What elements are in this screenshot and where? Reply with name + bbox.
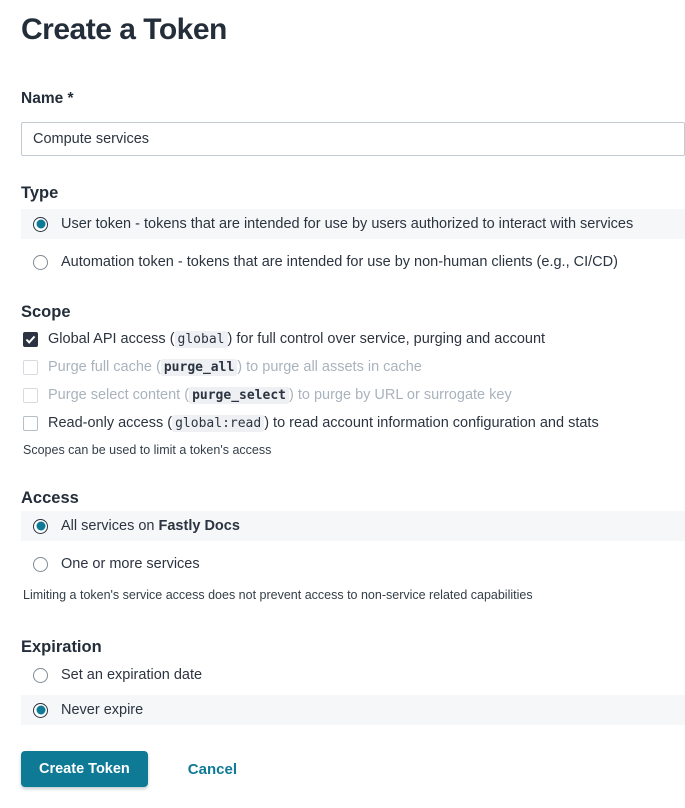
code-purge-all: purge_all	[161, 359, 237, 376]
scope-option-global-label: Global API access ( global ) for full control over service, purging and account	[48, 331, 546, 347]
scope-option-global[interactable]	[21, 325, 685, 353]
access-section-heading: Access	[21, 489, 79, 507]
access-option-all-services-label: All services on Fastly Docs	[61, 518, 240, 534]
radio-user-token[interactable]	[33, 217, 48, 232]
create-token-button[interactable]: Create Token	[21, 751, 148, 787]
checkbox-global[interactable]	[23, 332, 38, 347]
name-input[interactable]	[21, 122, 685, 156]
access-option-one-or-more[interactable]	[21, 549, 685, 579]
checkbox-global-read[interactable]	[23, 416, 38, 431]
scope-section-heading: Scope	[21, 303, 71, 321]
type-option-user-token[interactable]	[21, 209, 685, 239]
scope-helper-text: Scopes can be used to limit a token's access	[23, 443, 272, 457]
expiration-option-never-expire[interactable]	[21, 695, 685, 725]
scope-option-global-read[interactable]	[21, 409, 685, 437]
name-label: Name *	[21, 90, 74, 107]
type-option-automation-token[interactable]	[21, 247, 685, 277]
code-global-read: global:read	[172, 415, 264, 432]
checkbox-purge-select	[23, 388, 38, 403]
radio-never-expire[interactable]	[33, 703, 48, 718]
scope-option-purge-select	[21, 381, 685, 409]
type-section-heading: Type	[21, 184, 59, 202]
code-global: global	[175, 331, 228, 348]
access-option-one-or-more-label: One or more services	[61, 556, 200, 572]
radio-set-expiration-date[interactable]	[33, 668, 48, 683]
radio-one-or-more[interactable]	[33, 557, 48, 572]
code-purge-select: purge_select	[189, 387, 289, 404]
type-option-automation-token-label: Automation token - tokens that are intended for use by non-human clients (e.g., CI/CD)	[61, 254, 618, 270]
radio-automation-token[interactable]	[33, 255, 48, 270]
type-option-user-token-label: User token - tokens that are intended for use by users authorized to interact with services	[61, 216, 634, 232]
cancel-link[interactable]: Cancel	[187, 760, 237, 778]
service-name: Fastly Docs	[158, 518, 240, 534]
page-title: Create a Token	[21, 13, 227, 46]
expiration-section-heading: Expiration	[21, 638, 102, 656]
access-option-all-services[interactable]	[21, 511, 685, 541]
expiration-option-set-date-label: Set an expiration date	[61, 667, 203, 683]
scope-option-purge-all	[21, 353, 685, 381]
scope-option-purge-all-label: Purge full cache ( purge_all ) to purge all assets in cache	[48, 359, 422, 375]
expiration-option-set-date[interactable]	[21, 660, 685, 690]
form-actions	[21, 751, 685, 787]
checkmark-icon	[25, 335, 36, 344]
access-helper-text: Limiting a token's service access does not prevent access to non-service related capabilities	[23, 588, 533, 602]
scope-option-global-read-label: Read-only access ( global:read ) to read account information configuration and stats	[48, 415, 599, 431]
scope-option-purge-select-label: Purge select content ( purge_select ) to purge by URL or surrogate key	[48, 387, 512, 403]
radio-all-services[interactable]	[33, 519, 48, 534]
checkbox-purge-all	[23, 360, 38, 375]
expiration-option-never-expire-label: Never expire	[61, 702, 144, 718]
